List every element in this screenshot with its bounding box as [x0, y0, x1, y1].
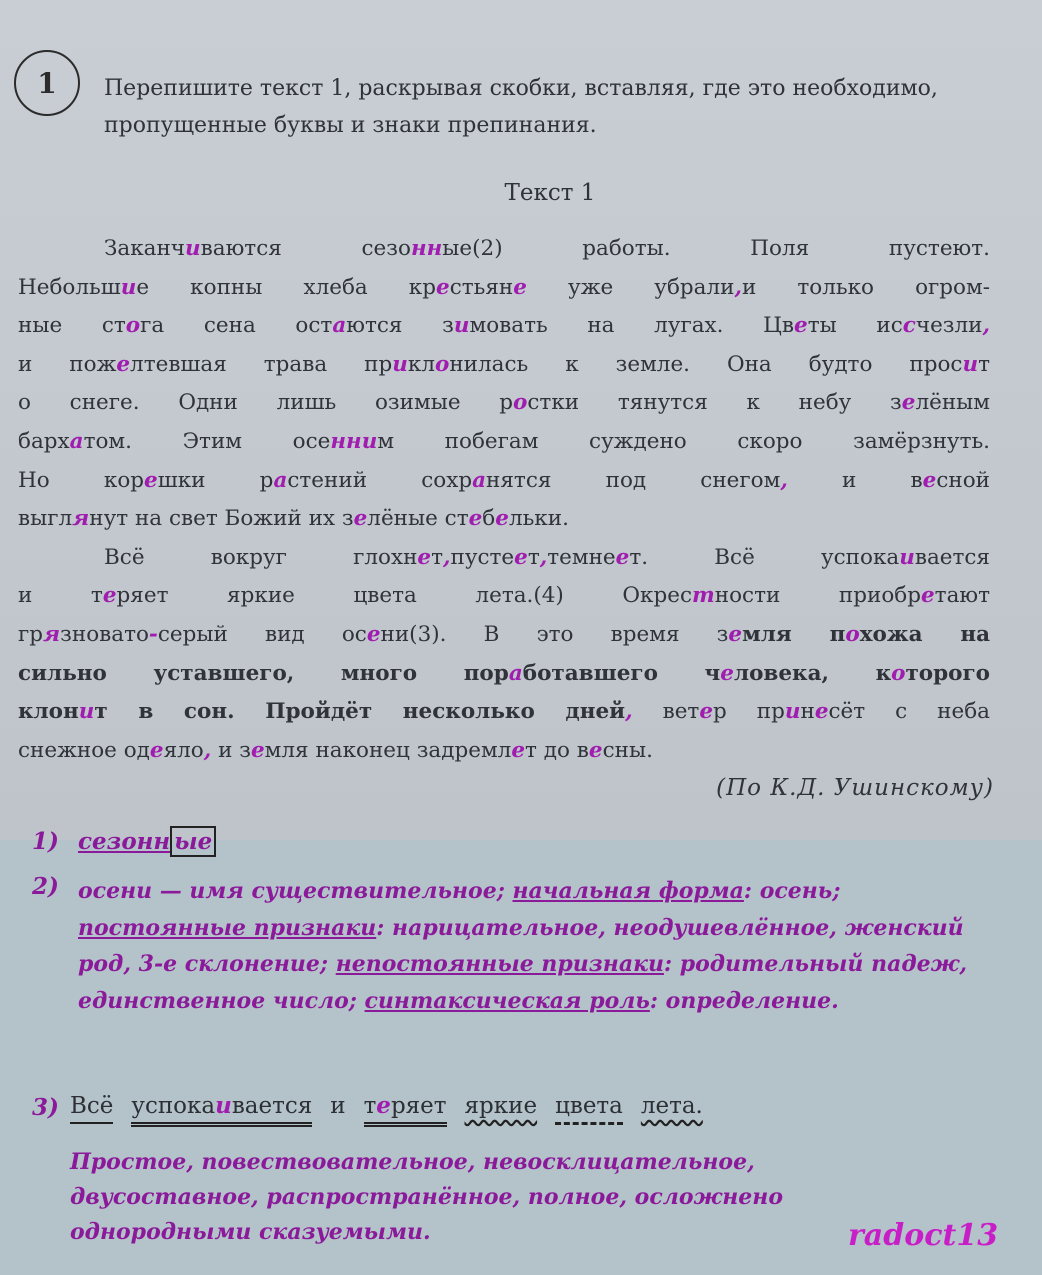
text-fragment: и т: [18, 583, 103, 609]
inserted-letter: ,: [203, 737, 212, 763]
text-line: [18, 462, 990, 501]
text-fragment: т в сон. Пройдёт несколько дней: [94, 699, 626, 725]
text-line: [18, 423, 990, 462]
text-line: [18, 384, 990, 423]
text-fragment: т: [527, 544, 540, 570]
text-fragment: сной: [936, 467, 990, 493]
answer2-text: : родительный падеж, единственное число;: [78, 951, 967, 1014]
inserted-letter: о: [513, 390, 528, 416]
text-fragment: яло: [163, 737, 204, 763]
inserted-letter: е: [728, 621, 743, 647]
inserted-letter: е: [588, 737, 603, 763]
text-line: [18, 693, 990, 732]
text-fragment: о снеге. Одни лишь озимые р: [18, 390, 514, 416]
exercise-text: [18, 230, 990, 770]
inserted-letter: е: [436, 274, 450, 300]
answer2-heading: постоянные признаки: [78, 914, 377, 941]
text-fragment: лёные ст: [367, 506, 469, 532]
text-fragment: и в: [787, 467, 923, 493]
text-line: [18, 500, 990, 539]
subject-word: Всё: [70, 1093, 113, 1124]
text-fragment: мля наконец задремл: [264, 737, 512, 763]
inserted-letter: и: [215, 1092, 232, 1119]
text-fragment: мля п: [742, 621, 846, 647]
inserted-letter: е: [376, 1092, 391, 1119]
inserted-letter: е: [353, 506, 368, 532]
inserted-letter: е: [468, 506, 483, 532]
text-fragment: выгл: [18, 506, 73, 532]
text-fragment: хожа на: [859, 621, 990, 647]
text-fragment: тают: [934, 583, 990, 609]
text-fragment: н: [800, 699, 815, 725]
text-fragment: Но кор: [18, 467, 145, 493]
answer2-heading: непостоянные признаки: [335, 951, 664, 977]
inserted-letter: ,: [539, 544, 548, 570]
inserted-letter: я: [72, 506, 90, 532]
inserted-letter: е: [511, 737, 526, 763]
predicate-part: успока: [131, 1093, 216, 1119]
text-line: [18, 307, 990, 346]
text-fragment: т: [978, 351, 990, 377]
predicate-part: т: [363, 1093, 377, 1119]
text-fragment: Заканч: [104, 236, 186, 261]
text-fragment: и только огром-: [741, 274, 990, 300]
text-title: Текст 1: [504, 180, 596, 206]
text-fragment: ты ис: [807, 313, 903, 339]
attribute-word-2: лета.: [641, 1093, 703, 1124]
text-fragment: га сена ост: [140, 313, 333, 339]
answer1-word-analysis: [78, 828, 216, 855]
inserted-letter: е: [417, 544, 432, 570]
answer2-morphology: [78, 873, 978, 1019]
text-fragment: т: [431, 544, 443, 570]
text-fragment: гр: [18, 621, 44, 647]
answer2-text: : определение.: [649, 987, 839, 1014]
inserted-letter: т: [692, 583, 715, 609]
text-fragment: ваются сезо: [200, 236, 411, 261]
attribute-word: яркие: [465, 1093, 538, 1124]
task-number: 1: [14, 50, 80, 116]
text-fragment: б: [482, 506, 496, 532]
inserted-letter: я: [43, 621, 61, 647]
text-fragment: ются з: [346, 313, 454, 339]
predicate-part: ряет: [390, 1093, 447, 1119]
text-fragment: уже убрали: [526, 274, 735, 300]
answer3-description: Простое, повествовательное, невосклицательное, двусоставное, распространённое, полное, осложнено однородными сказуемыми.: [70, 1149, 783, 1245]
text-fragment: т до в: [525, 737, 589, 763]
inserted-letter: е: [116, 351, 131, 377]
task-instruction: Перепишите текст 1, раскрывая скобки, вставляя, где это необходимо, пропущенные буквы и знаки препинания.: [104, 76, 938, 138]
text-fragment: барх: [18, 428, 70, 454]
text-fragment: нятся под снегом: [486, 467, 781, 493]
inserted-letter: о: [125, 313, 141, 339]
text-fragment: стки тянутся к небу з: [527, 390, 902, 416]
inserted-letter: е: [144, 467, 158, 493]
answer2-text: : нарицательное, неодушевлённое, женский род, 3-е склонение;: [78, 914, 964, 977]
answer3-number: 3): [32, 1094, 59, 1121]
inserted-letter: ,: [780, 467, 788, 493]
text-line: [18, 577, 990, 616]
inserted-letter: и: [392, 351, 408, 377]
inserted-letter: а: [273, 467, 288, 493]
text-fragment: и пож: [18, 351, 117, 377]
text-fragment: м побегам суждено скоро замёрзнуть.: [377, 428, 990, 454]
text-fragment: ни(3). В это время з: [380, 621, 729, 647]
text-fragment: Всё вокруг глохн: [104, 544, 418, 570]
inserted-letter: с: [902, 313, 916, 339]
inserted-letter: и: [962, 351, 979, 377]
text-fragment: зновато: [60, 621, 149, 647]
text-fragment: стьян: [449, 274, 514, 300]
text-fragment: ряет яркие цвета лета.(4) Окрес: [116, 583, 693, 609]
text-fragment: мовать на лугах. Цв: [469, 313, 795, 339]
object-word: цвета: [555, 1093, 623, 1125]
text-fragment: пусте: [450, 544, 515, 570]
inserted-letter: е: [513, 274, 527, 300]
text-fragment: ботавшего ч: [522, 660, 721, 686]
inserted-letter: ,: [625, 699, 633, 725]
inserted-letter: е: [814, 699, 829, 725]
answer2-text: осени — имя существительное;: [78, 878, 513, 904]
text-fragment: нилась к земле. Она будто прос: [449, 351, 963, 377]
text-fragment: том. Этим осе: [83, 428, 331, 454]
text-fragment: клон: [18, 699, 79, 725]
text-fragment: стений сохр: [287, 467, 473, 493]
inserted-letter: ,: [982, 313, 990, 339]
inserted-letter: е: [901, 390, 916, 416]
text-fragment: сёт с неба: [828, 699, 990, 725]
text-fragment: ые(2) работы. Поля пустеют.: [442, 236, 990, 261]
text-line: [18, 269, 990, 308]
text-line: [18, 539, 990, 578]
inserted-letter: е: [615, 544, 630, 570]
inserted-letter: а: [472, 467, 487, 493]
conjunction-word: и: [330, 1093, 346, 1119]
inserted-letter: е: [102, 583, 117, 609]
predicate-part: вается: [231, 1093, 313, 1119]
author-credit: (По К.Д. Ушинскому): [716, 775, 994, 801]
text-fragment: шки р: [157, 467, 274, 493]
inserted-letter: е: [495, 506, 509, 532]
text-fragment: ности приобр: [714, 583, 921, 609]
text-fragment: лтевшая трава пр: [130, 351, 393, 377]
answer2-heading: синтаксическая роль: [364, 987, 650, 1014]
text-fragment: серый вид ос: [157, 621, 367, 647]
inserted-letter: а: [332, 313, 347, 339]
inserted-letter: о: [435, 351, 450, 377]
text-fragment: е копны хлеба кр: [136, 274, 437, 300]
inserted-letter: о: [891, 660, 906, 686]
inserted-letter: и: [784, 699, 801, 725]
answer1-stem: сезонн: [78, 828, 171, 855]
text-fragment: р пр: [713, 699, 785, 725]
answer2-heading: начальная форма: [512, 878, 744, 904]
inserted-letter: а: [508, 660, 523, 686]
answer2-number: 2): [32, 873, 59, 900]
text-fragment: и з: [211, 737, 251, 763]
inserted-letter: ,: [443, 544, 451, 570]
inserted-letter: и: [120, 274, 137, 300]
inserted-letter: е: [250, 737, 265, 763]
inserted-letter: е: [514, 544, 528, 570]
inserted-letter: е: [922, 467, 937, 493]
inserted-letter: е: [794, 313, 808, 339]
inserted-letter: е: [720, 660, 734, 686]
predicate-word-2: [364, 1092, 447, 1127]
text-fragment: сильно уставшего, много пор: [18, 660, 509, 686]
inserted-letter: -: [148, 621, 158, 647]
inserted-letter: и: [453, 313, 470, 339]
text-fragment: вет: [632, 699, 700, 725]
text-fragment: Небольш: [18, 274, 121, 300]
text-line: [18, 230, 990, 269]
text-fragment: сны.: [602, 737, 653, 763]
inserted-letter: нн: [410, 236, 443, 261]
text-fragment: льки.: [508, 506, 569, 532]
text-fragment: торого: [905, 660, 990, 686]
inserted-letter: а: [69, 428, 84, 454]
text-fragment: нут на свет Божий их з: [89, 506, 354, 532]
text-fragment: кл: [407, 351, 435, 377]
text-fragment: чезли: [915, 313, 983, 339]
inserted-letter: и: [899, 544, 915, 570]
text-line: [18, 616, 990, 655]
inserted-letter: ,: [734, 274, 742, 300]
inserted-letter: е: [699, 699, 713, 725]
text-line: [18, 346, 990, 385]
predicate-word: [131, 1092, 312, 1127]
text-line: [18, 655, 990, 694]
inserted-letter: и: [78, 699, 95, 725]
inserted-letter: нни: [330, 428, 378, 454]
answer2-text: : осень;: [743, 878, 841, 904]
inserted-letter: е: [149, 737, 164, 763]
author-signature: radoct13: [848, 1218, 999, 1253]
answer1-number: 1): [32, 828, 59, 855]
answer1-ending: ые: [170, 826, 216, 857]
text-fragment: снежное од: [18, 737, 150, 763]
inserted-letter: е: [920, 583, 935, 609]
inserted-letter: е: [366, 621, 381, 647]
text-fragment: т. Всё успока: [629, 544, 900, 570]
answer3-sentence-parse: [70, 1092, 721, 1127]
inserted-letter: и: [185, 236, 201, 261]
text-fragment: вается: [914, 544, 990, 570]
text-line: [18, 732, 990, 771]
text-fragment: ловека, к: [733, 660, 892, 686]
text-fragment: лёным: [915, 390, 990, 416]
text-fragment: темне: [547, 544, 616, 570]
inserted-letter: о: [845, 621, 860, 647]
text-fragment: ные ст: [18, 313, 126, 339]
